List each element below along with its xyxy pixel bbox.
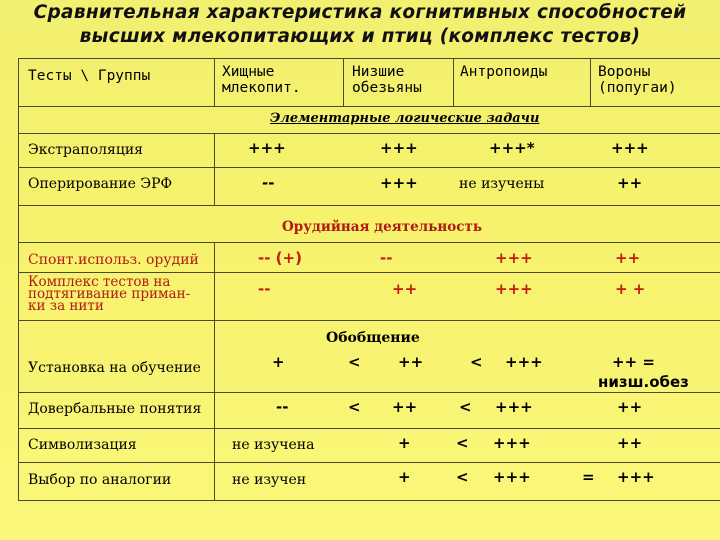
row-label-symbolization: Символизация [28, 437, 137, 453]
table-border-top [18, 58, 720, 59]
cell-value: -- [262, 174, 275, 192]
cell-value: не изучена [232, 437, 315, 453]
cell-value: + + [615, 280, 646, 298]
cell-value: +++ [380, 139, 418, 157]
less-than-sign: < [348, 398, 361, 416]
less-than-sign: < [456, 434, 469, 452]
cell-value: +++ [380, 174, 418, 192]
row-label-analogy: Выбор по аналогии [28, 472, 172, 488]
cell-value: +++* [489, 139, 535, 157]
header-predators: Хищные млекопит. [222, 64, 301, 96]
col-divider [214, 133, 215, 205]
cell-value: +++ [248, 139, 286, 157]
header-tests-groups: Тесты \ Группы [28, 68, 151, 84]
col-divider [214, 242, 215, 320]
row-label-preverbal-concepts: Довербальные понятия [28, 401, 202, 417]
cell-value: -- [380, 249, 393, 267]
row-divider [18, 462, 720, 463]
cell-value: ++ [615, 249, 641, 267]
cell-value: ++ [398, 353, 424, 371]
cell-value: ++ [617, 434, 643, 452]
table-border-bottom [18, 500, 720, 501]
row-divider [18, 428, 720, 429]
col-divider [453, 58, 454, 106]
less-than-sign: < [456, 468, 469, 486]
cell-value: +++ [493, 468, 531, 486]
section-divider [18, 242, 720, 243]
cell-value: + [398, 468, 411, 486]
cell-value: +++ [495, 280, 533, 298]
row-divider [18, 272, 720, 273]
cell-value: +++ [493, 434, 531, 452]
less-than-sign: < [459, 398, 472, 416]
cell-value: не изучен [232, 472, 307, 488]
table-border-left [18, 58, 19, 500]
cell-value: ++ [617, 174, 643, 192]
cell-value: + [398, 434, 411, 452]
cell-value: + [272, 353, 285, 371]
row-divider [18, 167, 720, 168]
cell-value: ++ [392, 398, 418, 416]
col-divider [214, 58, 215, 106]
cell-value: ++ [617, 398, 643, 416]
page-title-line1: Сравнительная характеристика когнитивных способностей [33, 2, 687, 23]
row-label-extrapolation: Экстраполяция [28, 142, 144, 158]
header-crows: Вороны (попугаи) [598, 64, 677, 96]
cell-value: -- [276, 398, 289, 416]
cell-value: +++ [495, 398, 533, 416]
cell-value: +++ [611, 139, 649, 157]
header-anthropoids: Антропоиды [460, 64, 548, 80]
section-generalization: Обобщение [326, 330, 420, 346]
header-divider [18, 106, 720, 107]
row-label-spont-tools: Спонт.использ. орудий [28, 252, 199, 268]
section-divider [18, 320, 720, 321]
page-title-line2: высших млекопитающих и птиц (комплекс тестов) [79, 26, 641, 47]
col-divider [590, 58, 591, 106]
cell-value: ++ = [612, 353, 655, 371]
cell-value: -- (+) [258, 249, 302, 267]
less-than-sign: < [470, 353, 483, 371]
cell-value: не изучены [459, 176, 545, 192]
row-label-learning-set: Установка на обучение [28, 360, 201, 376]
cell-value: -- [258, 280, 271, 298]
col-divider [214, 320, 215, 500]
row-divider [18, 392, 720, 393]
equals-sign: = [582, 468, 595, 486]
cell-value: +++ [617, 468, 655, 486]
row-label-erf: Оперирование ЭРФ [28, 176, 173, 192]
section-tool-activity: Орудийная деятельность [282, 219, 482, 235]
row-label-complex-tests: Комплекс тестов на подтягивание приман- ки за нити [28, 274, 191, 314]
section-divider [18, 205, 720, 206]
less-than-sign: < [348, 353, 361, 371]
row-divider [18, 133, 720, 134]
col-divider [343, 58, 344, 106]
section-elementary-tasks: Элементарные логические задачи [270, 111, 540, 126]
cell-value: +++ [495, 249, 533, 267]
cell-value: ++ [392, 280, 418, 298]
cell-value: +++ [505, 353, 543, 371]
header-lower-monkeys: Низшие обезьяны [352, 64, 422, 96]
cell-value-note: низш.обез [598, 373, 689, 391]
